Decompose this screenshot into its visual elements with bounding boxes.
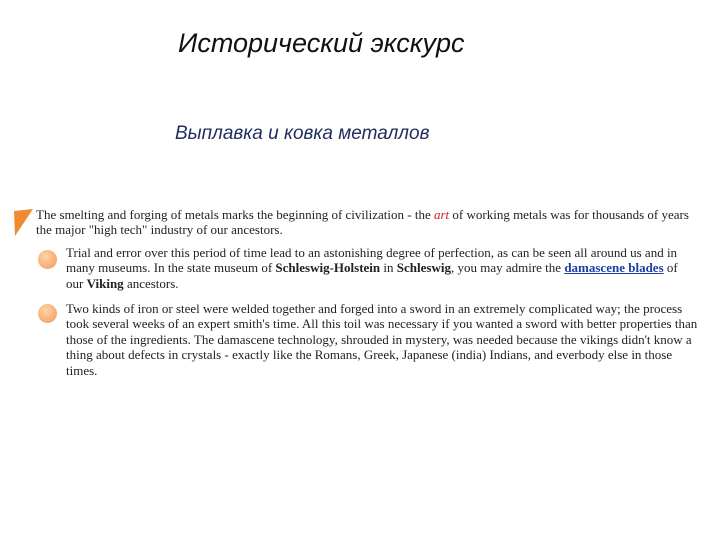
intro-text-2: of working metals was for thousands of years the major "high tech" industry of our ancestors. [36,207,689,238]
orange-dot-icon [38,304,57,323]
orange-dot-icon [38,250,57,269]
trial-paragraph [66,245,696,291]
intro-text-1: The smelting and forging of metals marks the beginning of civilization - the [36,207,434,222]
art-emphasis: art [433,207,450,222]
trial-text-1: Trial and error over this period of time lead to an astonishing degree of perfection, as can be seen all around us and in many museums. In the state museum of [66,245,678,276]
viking-text: Viking [86,275,124,291]
schleswig-holstein-text: Schleswig-Holstein [275,260,381,276]
iron-paragraph: Two kinds of iron or steel were welded together and forged into a sword in an extremely complicated way; the process took several weeks of an expert smith's time. All this toil was necessary if you wanted a sword with better properties than those of the ingredients. The damascene technology, shrouded in mystery, was needed because the vikings didn't know a thing about defects in crystals - exactly like the Romans, Greek, Japanese (india) Indians, and everbody else in those times. [66,301,698,378]
trial-text-2: in [380,260,397,276]
trial-text-3: , you may admire the [450,260,565,276]
schleswig-text: Schleswig [396,260,451,276]
damascene-blades-link[interactable]: damascene blades [564,260,664,276]
orange-triangle-icon [12,207,34,237]
trial-text-5: ancestors. [123,275,179,291]
intro-paragraph [36,207,696,238]
page-subtitle: Выплавка и ковка металлов [175,123,430,144]
trial-text-4: of our [66,260,678,291]
page-title: Исторический экскурс [178,28,465,58]
